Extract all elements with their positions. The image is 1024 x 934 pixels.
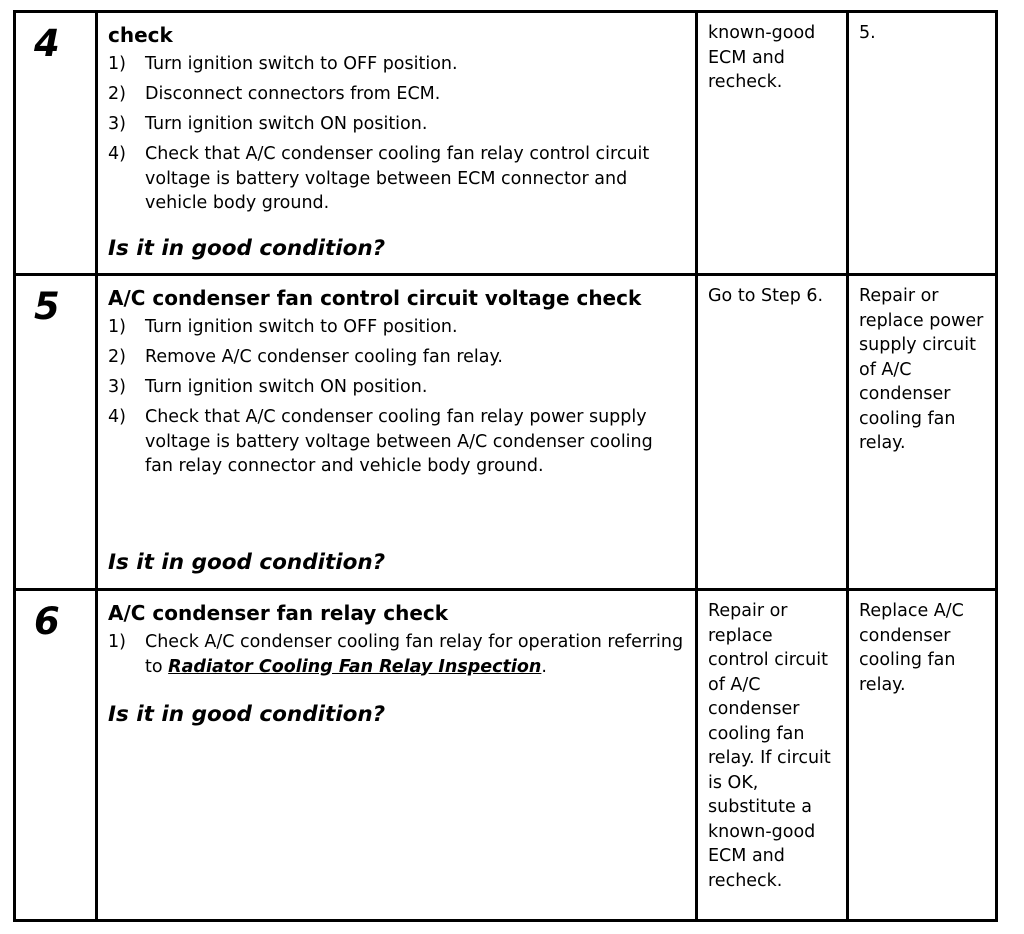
instruction-item: 1) Turn ignition switch to OFF position. (108, 54, 458, 74)
no-text: 5. (859, 23, 876, 43)
no-text: Repair or replace power supply circuit of A/C condenser cooling fan relay. (859, 286, 984, 453)
instruction-item: 2) Disconnect connectors from ECM. (108, 84, 441, 104)
instruction-item: 4) Check that A/C condenser cooling fan relay power supply voltage is battery voltage between A/C condenser cooling fan relay connector and vehicle body ground. (108, 407, 653, 476)
question-text: Is it in good condition? (108, 550, 386, 575)
action-cell (98, 276, 698, 588)
yes-cell (698, 13, 849, 273)
action-title: A/C condenser fan control circuit voltage check (108, 286, 642, 310)
instruction-list (108, 52, 685, 216)
yes-text: known-good ECM and recheck. (708, 23, 816, 92)
no-text: Replace A/C condenser cooling fan relay. (859, 601, 964, 695)
yes-cell (698, 591, 849, 919)
radiator-cooling-fan-relay-inspection-link[interactable]: Radiator Cooling Fan Relay Inspection (168, 656, 542, 677)
troubleshooting-table (13, 10, 998, 922)
step-number: 6 (34, 600, 60, 643)
step-cell (16, 276, 98, 588)
instruction-item: 2) Remove A/C condenser cooling fan relay. (108, 347, 503, 367)
instruction-item: 1) Turn ignition switch to OFF position. (108, 317, 458, 337)
action-cell (98, 591, 698, 919)
question-text: Is it in good condition? (108, 702, 386, 727)
yes-text: Repair or replace control circuit of A/C condenser cooling fan relay. If circuit is OK, substitute a known-good ECM and recheck. (708, 601, 831, 891)
step-number: 4 (34, 22, 60, 65)
step-number: 5 (34, 285, 60, 328)
table-row (16, 591, 995, 919)
no-cell (849, 13, 995, 273)
no-cell (849, 591, 995, 919)
question-text: Is it in good condition? (108, 236, 386, 261)
instruction-list (108, 630, 685, 679)
step-cell (16, 13, 98, 273)
table-row (16, 276, 995, 591)
step-cell (16, 591, 98, 919)
action-title: A/C condenser fan relay check (108, 601, 449, 625)
yes-cell (698, 276, 849, 588)
instruction-item: 4) Check that A/C condenser cooling fan relay control circuit voltage is battery voltage between ECM connector and vehicle body ground. (108, 144, 650, 213)
instruction-item: 3) Turn ignition switch ON position. (108, 377, 428, 397)
table-row (16, 13, 995, 276)
yes-text: Go to Step 6. (708, 286, 824, 306)
instruction-item: 1) Check A/C condenser cooling fan relay for operation referring to Radiator Cooling Fan Relay Inspection. (108, 632, 684, 677)
action-title: check (108, 23, 173, 47)
action-cell (98, 13, 698, 273)
instruction-item: 3) Turn ignition switch ON position. (108, 114, 428, 134)
no-cell (849, 276, 995, 588)
instruction-list (108, 315, 685, 479)
